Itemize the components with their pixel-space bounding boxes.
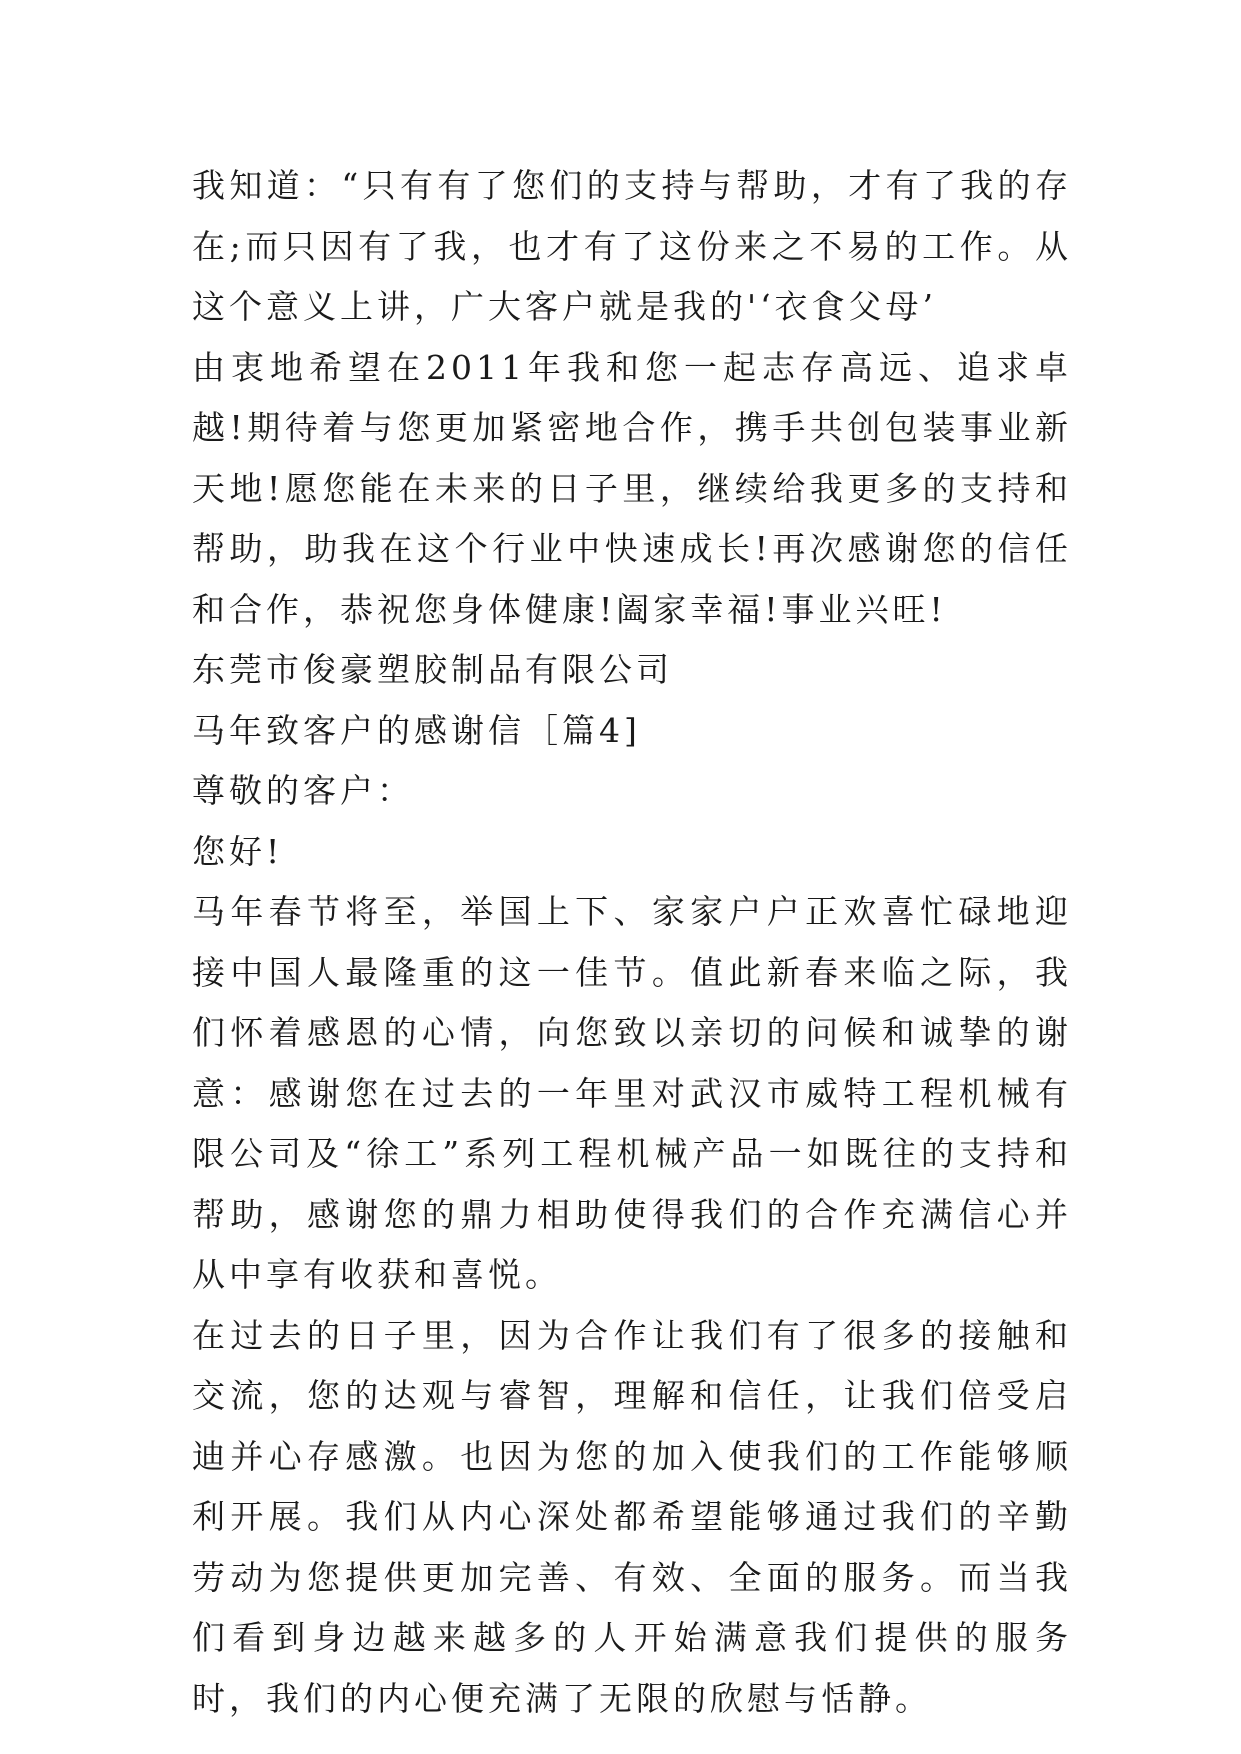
- section-title: 马年致客户的感谢信［篇4]: [192, 710, 641, 750]
- paragraph-support-gratitude: 我知道：“只有有了您们的支持与帮助，才有了我的存在;而只因有了我，也才有了这份来之不易的工作。从这个意义上讲，广大客户就是我的'‘衣食父母’: [192, 166, 1072, 326]
- paragraph-2011-wishes: 由衷地希望在2011年我和您一起志存高远、追求卓越!期待着与您更加紧密地合作，携手共创包装事业新天地!愿您能在未来的日子里，继续给我更多的支持和帮助，助我在这个行业中快速成长!再次感谢您的信任和合作，恭祝您身体健康!阖家幸福!事业兴旺!: [192, 347, 1072, 629]
- paragraph-spring-festival: 马年春节将至，举国上下、家家户户正欢喜忙碌地迎接中国人最隆重的这一佳节。值此新春来临之际，我们怀着感恩的心情，向您致以亲切的问候和诚挚的谢意：感谢您在过去的一年里对武汉市威特工程机械有限公司及“徐工”系列工程机械产品一如既往的支持和帮助，感谢您的鼎力相助使得我们的合作充满信心并从中享有收获和喜悦。: [192, 892, 1072, 1294]
- document-body: [192, 156, 1072, 1729]
- paragraph-cooperation: 在过去的日子里，因为合作让我们有了很多的接触和交流，您的达观与睿智，理解和信任，让我们倍受启迪并心存感激。也因为您的加入使我们的工作能够顺利开展。我们从内心深处都希望能够通过我们的辛勤劳动为您提供更加完善、有效、全面的服务。而当我们看到身边越来越多的人开始满意我们提供的服务时，我们的内心便充满了无限的欣慰与恬静。: [192, 1315, 1072, 1718]
- greeting: 您好!: [192, 831, 284, 871]
- company-signature: 东莞市俊豪塑胶制品有限公司: [192, 650, 673, 689]
- salutation: 尊敬的客户：: [192, 771, 414, 810]
